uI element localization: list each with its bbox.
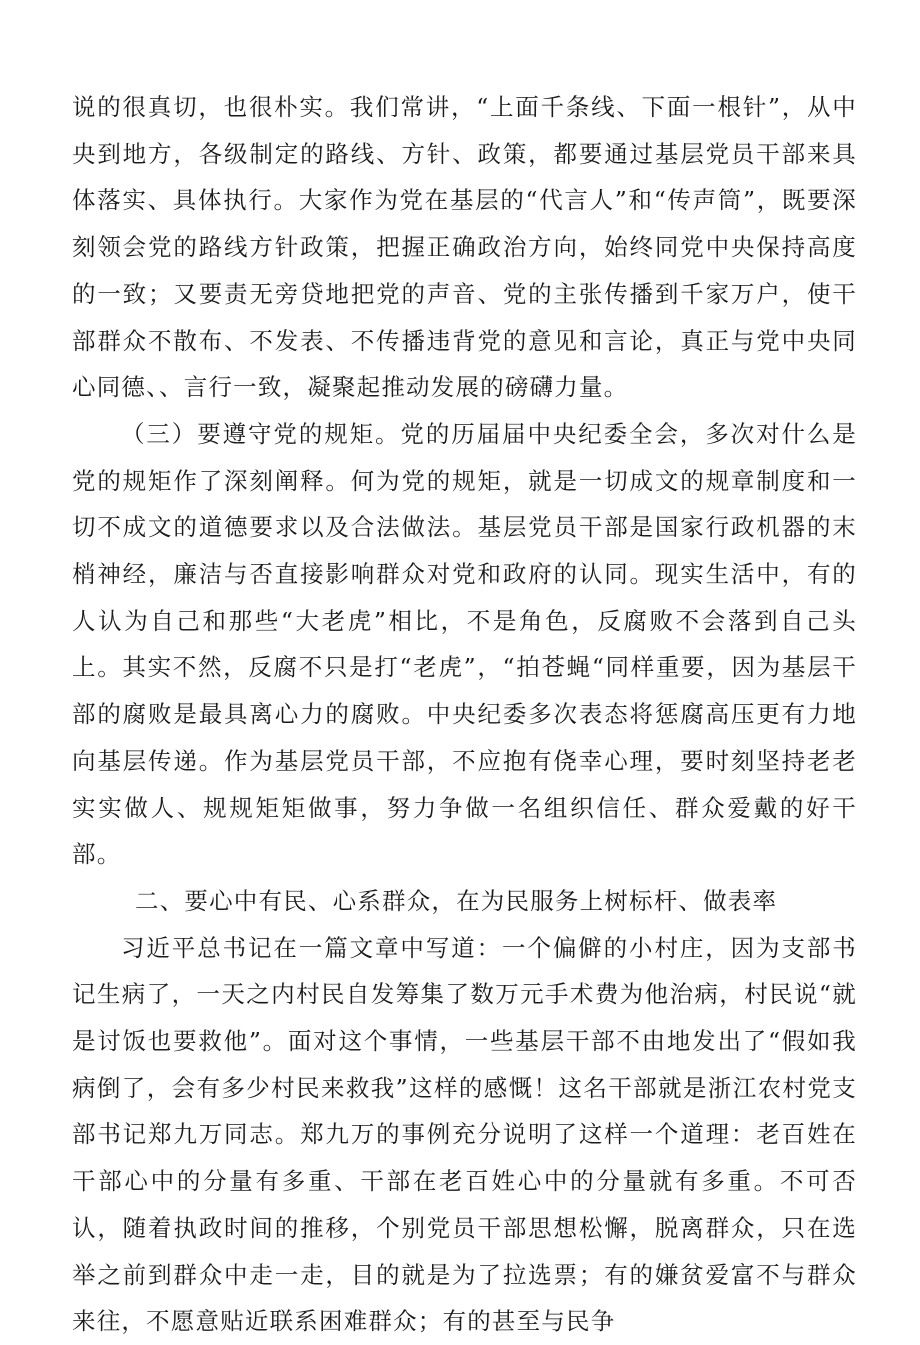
document-body — [72, 84, 857, 1345]
paragraph-continued: 说的很真切，也很朴实。我们常讲，“上面千条线、下面一根针”，从中央到地方，各级制定的路线、方针、政策，都要通过基层党员干部来具体落实、具体执行。大家作为党在基层的“代言人”和“传声筒”，既要深刻领会党的路线方针政策，把握正确政治方向，始终同党中央保持高度的一致；又要责无旁贷地把党的声音、党的主张传播到千家万户，使干部群众不散布、不发表、不传播违背党的意见和言论，真正与党中央同心同德、、言行一致，凝聚起推动发展的磅礴力量。 — [72, 93, 857, 402]
paragraph-zheng-jiuwan: 习近平总书记在一篇文章中写道：一个偏僻的小村庄，因为支部书记生病了，一天之内村民自发筹集了数万元手术费为他治病，村民说“就是讨饭也要救他”。面对这个事情，一些基层干部不由地发出了“假如我病倒了，会有多少村民来救我”这样的感慨！这名干部就是浙江农村党支部书记郑九万同志。郑九万的事例充分说明了这样一个道理：老百姓在干部心中的分量有多重、干部在老百姓心中的分量就有多重。不可否认，随着执政时间的推移，个别党员干部思想松懈，脱离群众，只在选举之前到群众中走一走，目的就是为了拉选票；有的嫌贫爱富不与群众来往，不愿意贴近联系困难群众；有的甚至与民争 — [72, 933, 857, 1336]
paragraph-section-three: （三）要遵守党的规矩。党的历届届中央纪委全会，多次对什么是党的规矩作了深刻阐释。何为党的规矩，就是一切成文的规章制度和一切不成文的道德要求以及合法做法。基层党员干部是国家行政机器的末梢神经，廉洁与否直接影响群众对党和政府的认同。现实生活中，有的人认为自己和那些“大老虎”相比，不是角色，反腐败不会落到自己头上。其实不然，反腐不只是打“老虎”，“拍苍蝇“同样重要，因为基层干部的腐败是最具离心力的腐败。中央纪委多次表态将惩腐高压更有力地向基层传递。作为基层党员干部，不应抱有侥幸心理，要时刻坚持老老实实做人、规规矩矩做事，努力争做一名组织信任、群众爱戴的好干部。 — [72, 419, 857, 869]
section-heading-two: 二、要心中有民、心系群众，在为民服务上树标杆、做表率 — [135, 886, 778, 915]
